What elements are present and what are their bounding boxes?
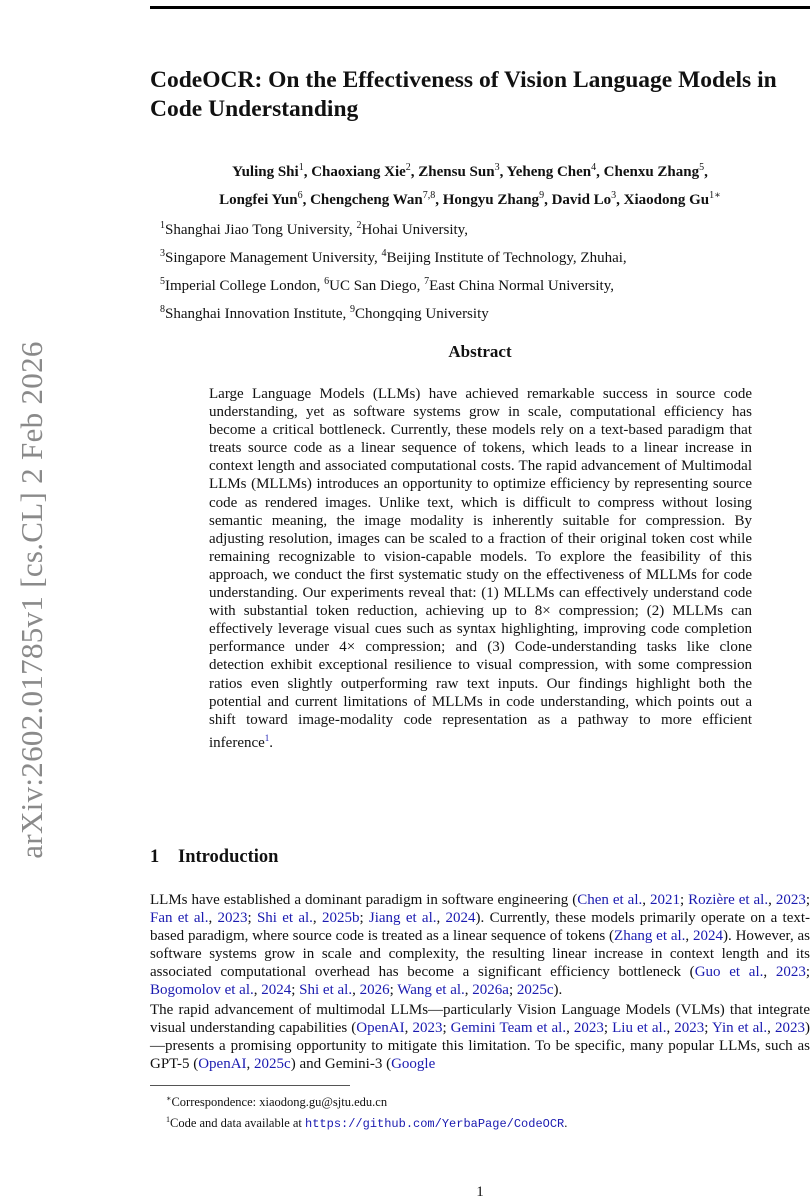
citation-link[interactable]: 2025c — [254, 1056, 291, 1073]
author-affiliation-mark: 6 — [297, 190, 303, 201]
citation-link[interactable]: 2023 — [774, 1020, 805, 1037]
author-name: Yeheng Chen — [506, 164, 592, 180]
author-name: Yuling Shi — [232, 164, 299, 180]
paragraph-text: , — [253, 982, 262, 999]
author-list — [150, 156, 790, 212]
author-affiliation-mark: 2 — [405, 162, 411, 173]
footnote-mark: 1 — [166, 1115, 170, 1125]
author-name: Chengcheng Wan — [310, 192, 423, 208]
author-name: Zhensu Sun — [418, 164, 495, 180]
citation-link[interactable]: 2021 — [649, 892, 680, 908]
paragraph-text: , — [685, 928, 693, 945]
paragraph-text: , — [767, 1020, 775, 1037]
paragraph-text: , — [312, 910, 322, 927]
affiliation-name: Beijing Institute of Technology, Zhuhai, — [386, 250, 627, 266]
abstract-heading: Abstract — [448, 342, 512, 361]
author-separator: , — [616, 192, 624, 208]
affiliation-name: Hohai University, — [361, 222, 468, 238]
paragraph-text: ; — [389, 982, 398, 999]
author-affiliation-mark: 1 — [298, 162, 304, 173]
affiliation-name: Imperial College London, — [165, 278, 325, 294]
author-name: Longfei Yun — [219, 192, 298, 208]
section-heading-introduction — [150, 847, 550, 868]
affiliation-line — [160, 298, 780, 326]
top-rule — [150, 6, 810, 9]
paragraph-text: ; — [359, 910, 369, 927]
paragraph-text: , — [768, 892, 776, 908]
affiliation-mark: 9 — [349, 304, 355, 315]
paragraph-text: ; — [291, 982, 300, 999]
paragraph-text: , — [404, 1020, 413, 1037]
arxiv-identifier-stamp: arXiv:2602.01785v1 [cs.CL] 2 Feb 2026 — [14, 341, 49, 859]
paragraph-text: ; — [805, 964, 810, 981]
abstract-text: Large Language Models (LLMs) have achieved remarkable success in source code understanding, yet as software systems grow in scale, computational efficiency has become a critical bottleneck. Currently, these models rely on a text-based paradigm that treats source code as a linear sequence of tokens, which leads to a linear increase in context length and associated computational costs. The rapid advancement of Multimodal LLMs (MLLMs) introduces an opportunity to optimize efficiency by representing source code as rendered images. Unlike text, which is difficult to compress without losing semantic meaning, the image modality is inherently suitable for compression. By adjusting resolution, images can be scaled to a fraction of their original token cost while remaining recognizable to vision-capable models. To explore the feasibility of this approach, we conduct the first systematic study on the effectiveness of MLLMs for code understanding. Our experiments reveal that: (1) MLLMs can effectively understand code with substantial token reduction, achieving up to 8× compression; (2) MLLMs can effectively leverage visual cues such as syntax highlighting, improving code completion performance under 4× compression; and (3) Code-understanding tasks like clone detection exhibit exceptional resilience to visual compression, with some compression ratios even slightly outperforming raw text inputs. Our findings highlight both the potential and current limitations of MLLMs in code understanding, which points out a shift toward image-modality code representation as a pathway to more efficient inference — [209, 386, 752, 751]
author-affiliation-mark: 4 — [591, 162, 597, 173]
paragraph-text: ) and Gemini-3 ( — [290, 1056, 392, 1073]
paragraph-text: ). However, as software systems grow in scale and complexity, the resulting linear increase in context length and its associated computational overhead has become a significant efficiency bottleneck ( — [150, 928, 810, 981]
citation-link[interactable]: Liu et al. — [612, 1020, 667, 1037]
citation-link[interactable]: 2024 — [445, 910, 476, 927]
affiliation-mark: 3 — [160, 248, 165, 259]
footnote-code — [166, 1111, 806, 1133]
citation-link[interactable]: 2024 — [693, 928, 723, 945]
code-url-link[interactable]: https://github.com/YerbaPage/CodeOCR — [305, 1117, 565, 1132]
paragraph-text: ; — [603, 1020, 613, 1037]
citation-link[interactable]: Gemini Team et al. — [450, 1020, 567, 1037]
paragraph-text: , — [208, 910, 218, 927]
affiliation-line — [160, 214, 780, 242]
citation-link[interactable]: Fan et al. — [150, 910, 209, 927]
abstract-footnote-mark[interactable]: 1 — [264, 732, 270, 743]
abstract-end: . — [269, 734, 274, 751]
paragraph-text: ; — [247, 910, 257, 927]
intro-paragraph-1 — [150, 891, 810, 1000]
affiliation-mark: 6 — [324, 276, 330, 287]
affiliation-mark: 8 — [160, 304, 165, 315]
affiliation-name: Shanghai Innovation Institute, — [165, 306, 350, 322]
footnote-rule — [150, 1085, 350, 1086]
paragraph-text: The rapid advancement of multimodal LLMs—particularly Vision Language Models (VLMs) that integrate visual understanding capabilities ( — [150, 1002, 810, 1037]
author-separator: , — [499, 164, 507, 180]
affiliation-line — [160, 270, 780, 298]
citation-link[interactable]: 2026a — [472, 982, 509, 999]
citation-link[interactable]: Google — [391, 1056, 436, 1073]
citation-link[interactable]: 2023 — [775, 964, 806, 981]
author-separator: , — [302, 192, 311, 208]
citation-link[interactable]: Shi et al. — [256, 910, 313, 927]
affiliation-mark: 2 — [356, 220, 362, 231]
author-separator: , — [410, 164, 419, 180]
affiliation-mark: 7 — [424, 276, 430, 287]
citation-link[interactable]: Jiang et al. — [368, 910, 437, 927]
author-separator: , — [303, 164, 312, 180]
citation-link[interactable]: 2023 — [775, 892, 806, 908]
footnote-mark: ∗ — [166, 1094, 172, 1103]
author-separator: , — [596, 164, 604, 180]
author-separator: , — [544, 192, 552, 208]
author-affiliation-mark: 3 — [611, 190, 617, 201]
footnote-correspondence — [166, 1090, 806, 1111]
affiliation-name: Chongqing University — [354, 306, 489, 322]
intro-paragraph-2 — [150, 1001, 810, 1073]
paragraph-text: ; — [679, 892, 689, 908]
citation-link[interactable]: Chen et al. — [577, 892, 643, 908]
citation-link[interactable]: Shi et al. — [299, 982, 353, 999]
author-affiliation-mark: 3 — [494, 162, 500, 173]
paragraph-text: ; — [704, 1020, 712, 1037]
paragraph-text: ; — [508, 982, 517, 999]
paragraph-text: ). Currently, these models primarily operate on a text-based paradigm, where source code is treated as a linear sequence of tokens ( — [150, 910, 810, 945]
affiliation-mark: 5 — [160, 276, 165, 287]
paragraph-text: , — [666, 1020, 675, 1037]
affiliation-list — [160, 214, 780, 326]
paper-title: CodeOCR: On the Effectiveness of Vision Language Models in Code Understanding — [150, 67, 777, 122]
citation-link[interactable]: Yin et al. — [711, 1020, 768, 1037]
affiliation-name: East China Normal University, — [429, 278, 614, 294]
citation-link[interactable]: Guo et al. — [694, 964, 764, 981]
citation-link[interactable]: OpenAI — [356, 1020, 405, 1037]
citation-link[interactable]: 2023 — [573, 1020, 604, 1037]
paragraph-text: ; — [805, 892, 810, 908]
paragraph-text: ). — [553, 982, 563, 999]
paragraph-text: LLMs have established a dominant paradigm in software engineering ( — [150, 892, 578, 908]
paragraph-text: , — [352, 982, 360, 999]
citation-link[interactable]: 2024 — [261, 982, 292, 999]
paragraph-text: , — [464, 982, 473, 999]
author-name: Chaoxiang Xie — [311, 164, 406, 180]
affiliation-line — [160, 242, 780, 270]
affiliation-name: Singapore Management University, — [165, 250, 382, 266]
citation-link[interactable]: Wang et al. — [397, 982, 465, 999]
section-title: Introduction — [178, 847, 279, 867]
code-end: . — [564, 1116, 568, 1131]
author-name: Hongyu Zhang — [442, 192, 540, 208]
author-affiliation-mark: 9 — [539, 190, 545, 201]
paragraph-text: ; — [442, 1020, 451, 1037]
citation-link[interactable]: 2025c — [516, 982, 554, 999]
affiliation-name: Shanghai Jiao Tong University, — [165, 222, 357, 238]
citation-link[interactable]: 2025b — [321, 910, 360, 927]
paragraph-text: , — [436, 910, 446, 927]
citation-link[interactable]: Rozière et al. — [688, 892, 769, 908]
citation-link[interactable]: 2023 — [674, 1020, 705, 1037]
citation-link[interactable]: Zhang et al. — [614, 928, 686, 945]
affiliation-mark: 1 — [160, 220, 165, 231]
citation-link[interactable]: 2023 — [412, 1020, 443, 1037]
citation-link[interactable]: OpenAI — [198, 1056, 247, 1073]
author-affiliation-mark: 7,8 — [422, 190, 436, 201]
author-affiliation-mark: 1∗ — [709, 190, 721, 201]
paragraph-text: )—presents a promising opportunity to mitigate this limitation. To be specific, many popular LLMs, such as GPT-5 ( — [150, 1020, 810, 1073]
correspondence-text: Correspondence: xiaodong.gu@sjtu.edu.cn — [171, 1095, 388, 1110]
paragraph-text: , — [566, 1020, 574, 1037]
affiliation-mark: 4 — [381, 248, 387, 259]
author-affiliation-mark: 5 — [699, 162, 705, 173]
page-number: 1 — [476, 1184, 484, 1200]
section-number: 1 — [150, 847, 160, 867]
author-name: Xiaodong Gu — [623, 192, 710, 208]
paragraph-text: , — [642, 892, 650, 908]
abstract-body — [209, 385, 752, 752]
author-separator: , — [435, 192, 443, 208]
citation-link[interactable]: 2026 — [359, 982, 390, 999]
affiliation-name: UC San Diego, — [329, 278, 425, 294]
footnotes — [166, 1090, 806, 1133]
author-separator: , — [704, 164, 708, 180]
citation-link[interactable]: Bogomolov et al. — [150, 982, 254, 999]
author-name: David Lo — [551, 192, 612, 208]
author-name: Chenxu Zhang — [603, 164, 700, 180]
paragraph-text: , — [246, 1056, 255, 1073]
citation-link[interactable]: 2023 — [217, 910, 248, 927]
code-text: Code and data available at — [170, 1116, 306, 1131]
paragraph-text: , — [763, 964, 776, 981]
